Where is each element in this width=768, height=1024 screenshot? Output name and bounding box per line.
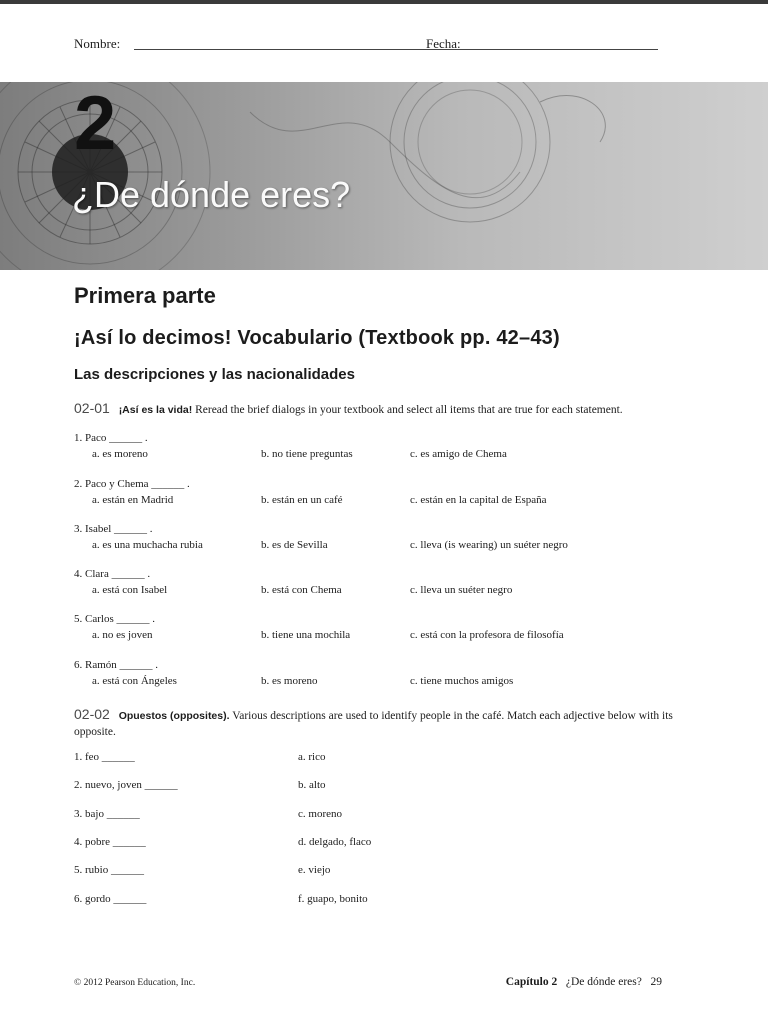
section-title: ¡Así lo decimos! Vocabulario (Textbook pp. 42–43): [74, 327, 560, 349]
match-answer: a. rico: [298, 751, 326, 763]
date-label: Fecha:: [426, 36, 461, 51]
match-prompt[interactable]: 2. nuevo, joven ______: [74, 779, 178, 791]
option-c[interactable]: c. lleva (is wearing) un suéter negro: [410, 539, 568, 551]
match-prompt[interactable]: 5. rubio ______: [74, 864, 144, 876]
page-footer: [506, 976, 662, 988]
option-a[interactable]: a. está con Isabel: [92, 584, 168, 596]
option-b[interactable]: b. están en un café: [261, 494, 343, 506]
option-a[interactable]: a. están en Madrid: [92, 494, 174, 506]
match-prompt[interactable]: 4. pobre ______: [74, 836, 146, 848]
exercise-instructions: Various descriptions are used to identify people in the café. Match each adjective below with its opposite.: [74, 710, 673, 738]
name-date-row: [74, 36, 674, 56]
date-field[interactable]: [468, 49, 658, 50]
name-field[interactable]: [134, 49, 472, 50]
match-row-3: [74, 808, 474, 826]
footer-chapter-title: ¿De dónde eres?: [565, 976, 642, 988]
option-b[interactable]: b. no tiene preguntas: [261, 448, 353, 460]
exercise-instructions: Reread the brief dialogs in your textbook and select all items that are true for each statement.: [195, 404, 623, 416]
option-c[interactable]: c. está con la profesora de filosofía: [410, 629, 564, 641]
question-3: [74, 523, 694, 559]
option-b[interactable]: b. es moreno: [261, 675, 318, 687]
match-row-1: [74, 751, 474, 769]
question-2: [74, 478, 694, 514]
match-row-2: [74, 779, 474, 797]
top-rule: [0, 0, 768, 4]
question-6: [74, 659, 694, 695]
match-row-5: [74, 864, 474, 882]
match-answer: d. delgado, flaco: [298, 836, 372, 848]
option-c[interactable]: c. es amigo de Chema: [410, 448, 507, 460]
exercise-number: 02-01: [74, 400, 110, 416]
question-5: [74, 613, 694, 649]
exercise-number: 02-02: [74, 706, 110, 722]
option-a[interactable]: a. no es joven: [92, 629, 153, 641]
match-answer: b. alto: [298, 779, 326, 791]
option-b[interactable]: b. tiene una mochila: [261, 629, 351, 641]
option-a[interactable]: a. es una muchacha rubia: [92, 539, 203, 551]
option-b[interactable]: b. es de Sevilla: [261, 539, 328, 551]
match-row-4: [74, 836, 474, 854]
subsection-title: Las descripciones y las nacionalidades: [74, 366, 355, 383]
match-answer: f. guapo, bonito: [298, 893, 368, 905]
question-stem: 2. Paco y Chema ______ .: [74, 478, 190, 490]
exercise-name: ¡Así es la vida!: [118, 404, 193, 416]
question-stem: 5. Carlos ______ .: [74, 613, 155, 625]
footer-chapter-label: Capítulo 2: [505, 976, 558, 988]
question-1: [74, 432, 694, 468]
question-stem: 1. Paco ______ .: [74, 432, 148, 444]
chapter-title: ¿De dónde eres?: [72, 174, 351, 215]
option-a[interactable]: a. es moreno: [92, 448, 148, 460]
copyright-notice: © 2012 Pearson Education, Inc.: [74, 978, 196, 988]
question-stem: 4. Clara ______ .: [74, 568, 151, 580]
exercise-02-01-heading: [74, 400, 694, 418]
exercise-02-02-heading: [74, 706, 694, 740]
match-prompt[interactable]: 6. gordo ______: [74, 893, 147, 905]
part-title: Primera parte: [74, 283, 216, 308]
match-row-6: [74, 893, 474, 911]
match-prompt[interactable]: 1. feo ______: [74, 751, 135, 763]
option-c[interactable]: c. lleva un suéter negro: [410, 584, 513, 596]
chapter-number: 2: [74, 82, 117, 166]
match-answer: c. moreno: [298, 808, 342, 820]
option-a[interactable]: a. está con Ángeles: [92, 675, 177, 687]
question-stem: 3. Isabel ______ .: [74, 523, 153, 535]
option-c[interactable]: c. están en la capital de España: [410, 494, 547, 506]
option-c[interactable]: c. tiene muchos amigos: [410, 675, 514, 687]
option-b[interactable]: b. está con Chema: [261, 584, 342, 596]
match-answer: e. viejo: [298, 864, 331, 876]
question-stem: 6. Ramón ______ .: [74, 659, 159, 671]
page-number: 29: [650, 976, 662, 988]
match-prompt[interactable]: 3. bajo ______: [74, 808, 140, 820]
exercise-name: Opuestos (opposites).: [118, 710, 230, 722]
chapter-banner: [0, 82, 768, 270]
name-label: Nombre:: [74, 36, 121, 51]
question-4: [74, 568, 694, 604]
